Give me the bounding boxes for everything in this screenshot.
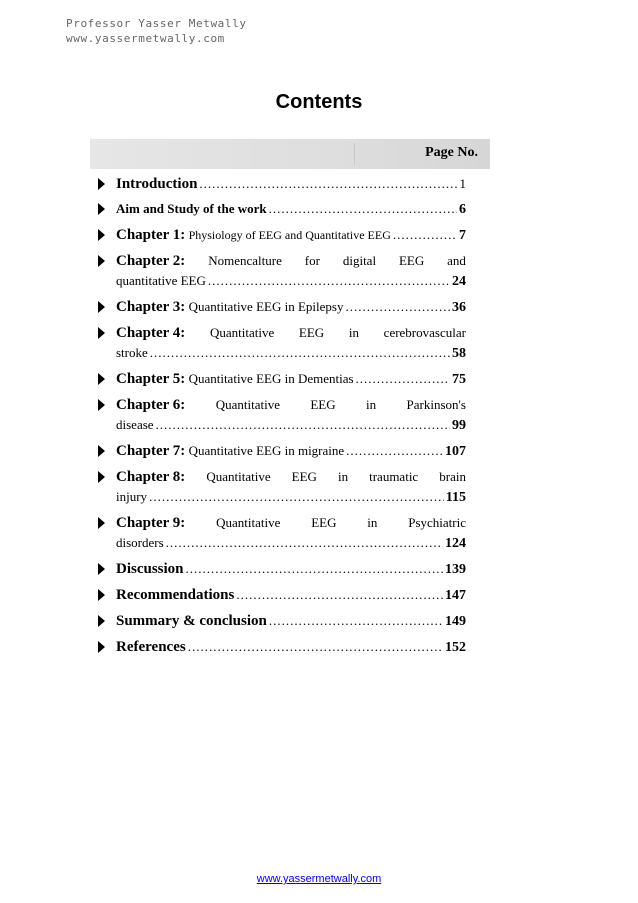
toc-page-number: 6	[459, 202, 466, 217]
dot-leader	[345, 297, 450, 317]
toc-page-number: 139	[445, 562, 466, 577]
toc-page-number: 36	[452, 300, 466, 315]
toc-description: Quantitative EEG in Epilepsy	[188, 299, 344, 314]
toc-label: Summary & conclusion	[116, 613, 267, 629]
triangle-bullet-icon	[98, 255, 105, 267]
desc-word: in	[366, 397, 377, 412]
triangle-bullet-icon	[98, 229, 105, 241]
toc-label: Chapter 2:	[116, 253, 186, 269]
toc-page-number: 147	[445, 588, 466, 603]
desc-word: EEG	[310, 397, 336, 412]
dot-leader	[156, 415, 450, 435]
dot-leader	[346, 441, 443, 461]
desc-word: Quantitative	[206, 469, 271, 484]
toc-label: Chapter 8:	[116, 469, 186, 485]
dot-leader	[393, 225, 457, 245]
toc-label: Chapter 4:	[116, 325, 186, 341]
toc-description-continued: injury	[116, 489, 148, 504]
toc-page-number: 124	[445, 536, 466, 551]
triangle-bullet-icon	[98, 615, 105, 627]
toc-description-continued: quantitative EEG	[116, 273, 206, 288]
toc-page-number: 1	[459, 176, 466, 191]
toc-description: Physiology of EEG and Quantitative EEG	[188, 228, 391, 242]
dot-leader	[186, 559, 443, 579]
toc-label: Discussion	[116, 561, 184, 577]
page-number-header-band	[90, 139, 490, 169]
toc-item-chapter-5[interactable]	[98, 369, 466, 390]
toc-label: Chapter 9:	[116, 515, 186, 531]
toc-page-number: 149	[445, 614, 466, 629]
toc-page-number: 24	[452, 274, 466, 289]
toc-item-chapter-7[interactable]	[98, 441, 466, 462]
toc-label: Chapter 5:	[116, 371, 186, 387]
triangle-bullet-icon	[98, 517, 105, 529]
toc-page-number: 107	[445, 444, 466, 459]
toc-item-discussion[interactable]	[98, 559, 466, 580]
desc-word: EEG	[291, 469, 317, 484]
triangle-bullet-icon	[98, 641, 105, 653]
toc-label: Chapter 3:	[116, 299, 186, 315]
toc-item-recommendations[interactable]	[98, 585, 466, 606]
dot-leader	[199, 174, 457, 194]
dot-leader	[356, 369, 450, 389]
toc-label: Recommendations	[116, 587, 235, 603]
dot-leader	[166, 533, 443, 553]
toc-description-continued: stroke	[116, 345, 148, 360]
dot-leader	[269, 199, 457, 219]
triangle-bullet-icon	[98, 178, 105, 190]
header-website: www.yassermetwally.com	[66, 32, 225, 45]
toc-item-chapter-3[interactable]	[98, 297, 466, 318]
page-header	[66, 16, 247, 46]
desc-word: for	[304, 253, 320, 268]
toc-label: Chapter 7:	[116, 443, 186, 459]
band-divider	[354, 143, 355, 165]
desc-word: Psychiatric	[408, 515, 466, 530]
toc-label: Aim and Study of the work	[116, 201, 267, 216]
desc-word: and	[447, 253, 466, 268]
triangle-bullet-icon	[98, 589, 105, 601]
author-name: Professor Yasser Metwally	[66, 17, 247, 30]
desc-word: Parkinson's	[406, 397, 466, 412]
toc-item-chapter-8[interactable]	[98, 467, 466, 508]
dot-leader	[269, 611, 443, 631]
triangle-bullet-icon	[98, 471, 105, 483]
desc-word: Quantitative	[209, 325, 275, 340]
desc-word: Quantitative	[216, 515, 281, 530]
toc-description: Quantitative EEG in Dementias	[188, 371, 354, 386]
toc-page-number: 58	[452, 346, 466, 361]
footer-website-link[interactable]: www.yassermetwally.com	[256, 873, 382, 885]
dot-leader	[149, 487, 444, 507]
desc-word: brain	[439, 469, 466, 484]
dot-leader	[236, 585, 443, 605]
triangle-bullet-icon	[98, 563, 105, 575]
toc-page-number: 99	[452, 418, 466, 433]
desc-word: in	[348, 325, 359, 340]
desc-word: traumatic	[369, 469, 419, 484]
triangle-bullet-icon	[98, 445, 105, 457]
toc-page-number: 7	[459, 228, 466, 243]
toc-item-chapter-2[interactable]	[98, 251, 466, 292]
toc-item-chapter-9[interactable]	[98, 513, 466, 554]
desc-word: Quantitative	[215, 397, 280, 412]
toc-item-chapter-6[interactable]	[98, 395, 466, 436]
triangle-bullet-icon	[98, 327, 105, 339]
toc-label: References	[116, 639, 186, 655]
toc-item-references[interactable]	[98, 637, 466, 658]
toc-description-continued: disease	[116, 417, 154, 432]
desc-word: EEG	[298, 325, 325, 340]
toc-page-number: 152	[445, 640, 466, 655]
toc-description: Quantitative EEG in migraine	[188, 443, 345, 458]
toc-label: Chapter 1:	[116, 227, 186, 243]
toc-item-chapter-1[interactable]	[98, 225, 466, 246]
toc-item-summary[interactable]	[98, 611, 466, 632]
triangle-bullet-icon	[98, 301, 105, 313]
toc-description-continued: disorders	[116, 535, 164, 550]
toc-item-aim[interactable]	[98, 199, 466, 220]
triangle-bullet-icon	[98, 399, 105, 411]
dot-leader	[188, 637, 443, 657]
toc-item-introduction[interactable]	[98, 174, 466, 194]
table-of-contents	[98, 174, 466, 663]
toc-label: Chapter 6:	[116, 397, 186, 413]
dot-leader	[208, 271, 450, 291]
toc-item-chapter-4[interactable]	[98, 323, 466, 364]
triangle-bullet-icon	[98, 373, 105, 385]
triangle-bullet-icon	[98, 203, 105, 215]
desc-word: in	[337, 469, 349, 484]
desc-word: EEG	[311, 515, 337, 530]
toc-label: Introduction	[116, 176, 198, 192]
desc-word: in	[367, 515, 378, 530]
desc-word: Nomencalture	[208, 253, 282, 268]
page-title: Contents	[275, 91, 363, 113]
desc-word: EEG	[398, 253, 425, 268]
desc-word: digital	[342, 253, 377, 268]
page-number-label: Page No.	[425, 145, 478, 160]
toc-page-number: 115	[445, 490, 466, 505]
toc-page-number: 75	[452, 372, 466, 387]
desc-word: cerebrovascular	[383, 325, 466, 340]
dot-leader	[150, 343, 450, 363]
